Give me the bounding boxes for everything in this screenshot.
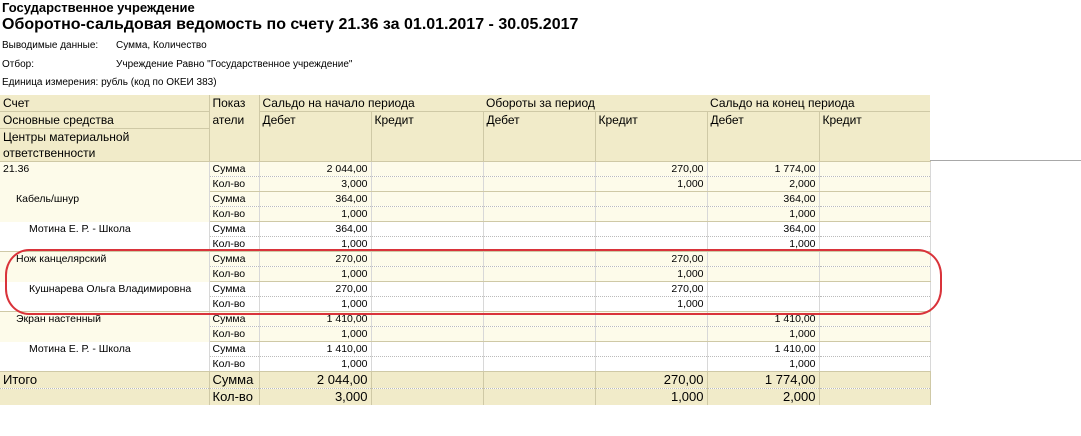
indicator-cell: Кол-во — [209, 327, 259, 342]
indicator-cell: Кол-во — [209, 357, 259, 372]
table-row[interactable] — [0, 282, 930, 297]
value-opening-credit — [371, 177, 483, 192]
value-closing-debit — [707, 252, 819, 267]
value-closing-debit — [707, 297, 819, 312]
row-name-cont — [0, 357, 209, 372]
indicator-cell: Сумма — [209, 252, 259, 267]
indicator-cell: Кол-во — [209, 177, 259, 192]
value-opening-debit: 1 410,00 — [259, 312, 371, 327]
table-row[interactable] — [0, 342, 930, 357]
value-opening-credit — [371, 342, 483, 357]
value-turnover-credit — [595, 357, 707, 372]
value-opening-debit: 270,00 — [259, 252, 371, 267]
indicator-cell: Кол-во — [209, 267, 259, 282]
value-opening-credit — [371, 357, 483, 372]
total-turnover-credit: 1,000 — [595, 389, 707, 406]
col-header-subconto2-cont: ответственности — [0, 145, 209, 162]
value-opening-credit — [371, 162, 483, 177]
value-turnover-credit: 1,000 — [595, 177, 707, 192]
value-turnover-debit — [483, 282, 595, 297]
value-closing-credit — [819, 207, 930, 222]
report-title: Оборотно-сальдовая ведомость по счету 21.36 за 01.01.2017 - 30.05.2017 — [2, 16, 579, 33]
value-turnover-credit: 1,000 — [595, 297, 707, 312]
value-closing-credit — [819, 237, 930, 252]
value-closing-credit — [819, 162, 930, 177]
table-row[interactable] — [0, 357, 930, 372]
col-header-closing-debit[interactable]: Дебет — [707, 112, 819, 129]
row-name-cont — [0, 267, 209, 282]
value-closing-debit — [707, 282, 819, 297]
meta-value: Сумма, Количество — [116, 40, 207, 51]
indicator-cell: Сумма — [209, 162, 259, 177]
value-closing-credit — [819, 252, 930, 267]
total-closing-debit: 1 774,00 — [707, 372, 819, 389]
indicator-cell: Кол-во — [209, 207, 259, 222]
value-closing-debit: 1,000 — [707, 237, 819, 252]
value-opening-debit: 1,000 — [259, 297, 371, 312]
value-opening-credit — [371, 267, 483, 282]
table-row[interactable] — [0, 312, 930, 327]
meta-label: Выводимые данные: — [2, 40, 99, 51]
report-table[interactable] — [0, 95, 931, 405]
row-name: 21.36 — [0, 162, 209, 177]
table-row[interactable] — [0, 162, 930, 177]
row-name: Нож канцелярский — [0, 252, 209, 267]
col-header-indicator[interactable]: Показ — [209, 95, 259, 112]
total-label: Итого — [0, 372, 209, 389]
indicator-cell: Сумма — [209, 342, 259, 357]
col-header-opening-debit[interactable]: Дебет — [259, 112, 371, 129]
value-closing-debit: 2,000 — [707, 177, 819, 192]
total-opening-debit: 2 044,00 — [259, 372, 371, 389]
table-row[interactable] — [0, 252, 930, 267]
value-opening-debit: 1 410,00 — [259, 342, 371, 357]
row-name-cont — [0, 297, 209, 312]
value-opening-credit — [371, 252, 483, 267]
value-turnover-debit — [483, 252, 595, 267]
col-header-closing[interactable]: Сальдо на конец периода — [707, 95, 930, 112]
value-closing-debit — [707, 267, 819, 282]
value-opening-debit: 270,00 — [259, 282, 371, 297]
value-closing-debit: 1,000 — [707, 357, 819, 372]
value-closing-credit — [819, 327, 930, 342]
value-turnover-credit — [595, 327, 707, 342]
value-opening-debit: 1,000 — [259, 267, 371, 282]
row-name: Экран настенный — [0, 312, 209, 327]
indicator-cell: Кол-во — [209, 297, 259, 312]
value-closing-credit — [819, 312, 930, 327]
table-row[interactable] — [0, 207, 930, 222]
value-turnover-debit — [483, 267, 595, 282]
value-opening-debit: 1,000 — [259, 357, 371, 372]
value-closing-credit — [819, 282, 930, 297]
total-row[interactable] — [0, 389, 930, 406]
table-row[interactable] — [0, 222, 930, 237]
indicator-cell: Сумма — [209, 282, 259, 297]
total-opening-debit: 3,000 — [259, 389, 371, 406]
value-opening-credit — [371, 192, 483, 207]
total-turnover-debit — [483, 372, 595, 389]
total-opening-credit — [371, 389, 483, 406]
table-row[interactable] — [0, 327, 930, 342]
row-name: Кушнарева Ольга Владимировна — [0, 282, 209, 297]
value-opening-credit — [371, 312, 483, 327]
total-closing-credit — [819, 389, 930, 406]
value-opening-credit — [371, 297, 483, 312]
value-closing-debit: 1 774,00 — [707, 162, 819, 177]
row-name-cont — [0, 327, 209, 342]
total-closing-credit — [819, 372, 930, 389]
indicator-cell: Кол-во — [209, 237, 259, 252]
organization-name: Государственное учреждение — [2, 0, 195, 15]
row-name-cont — [0, 207, 209, 222]
report-unit: Единица измерения: рубль (код по ОКЕИ 383) — [2, 77, 217, 88]
total-turnover-debit — [483, 389, 595, 406]
indicator-cell: Сумма — [209, 372, 259, 389]
row-name: Кабель/шнур — [0, 192, 209, 207]
value-closing-debit: 1,000 — [707, 327, 819, 342]
value-turnover-debit — [483, 192, 595, 207]
value-turnover-credit: 270,00 — [595, 282, 707, 297]
indicator-cell: Кол-во — [209, 389, 259, 406]
col-header-opening[interactable]: Сальдо на начало периода — [259, 95, 483, 112]
value-turnover-debit — [483, 297, 595, 312]
total-row[interactable] — [0, 372, 930, 389]
divider-line — [930, 160, 1081, 161]
value-opening-debit: 364,00 — [259, 192, 371, 207]
value-opening-debit: 1,000 — [259, 237, 371, 252]
value-opening-credit — [371, 282, 483, 297]
value-turnover-debit — [483, 177, 595, 192]
value-opening-debit: 1,000 — [259, 207, 371, 222]
value-turnover-debit — [483, 327, 595, 342]
value-turnover-debit — [483, 357, 595, 372]
value-turnover-debit — [483, 207, 595, 222]
meta-label: Отбор: — [2, 59, 34, 70]
value-turnover-credit: 1,000 — [595, 267, 707, 282]
row-name-cont — [0, 237, 209, 252]
value-turnover-credit: 270,00 — [595, 252, 707, 267]
value-closing-credit — [819, 177, 930, 192]
table-row[interactable] — [0, 192, 930, 207]
report-meta-filter — [2, 59, 353, 70]
value-turnover-credit — [595, 207, 707, 222]
report-meta-output — [2, 40, 207, 51]
col-header-closing-credit[interactable]: Кредит — [819, 112, 930, 129]
indicator-cell: Сумма — [209, 222, 259, 237]
value-closing-credit — [819, 192, 930, 207]
col-header-subconto1[interactable]: Основные средства — [0, 112, 209, 129]
value-turnover-credit: 270,00 — [595, 162, 707, 177]
table-row[interactable] — [0, 177, 930, 192]
row-name-cont — [0, 177, 209, 192]
row-name: Мотина Е. Р. - Школа — [0, 222, 209, 237]
value-opening-debit: 364,00 — [259, 222, 371, 237]
value-closing-credit — [819, 222, 930, 237]
value-turnover-credit — [595, 237, 707, 252]
col-header-turnover[interactable]: Обороты за период — [483, 95, 707, 112]
value-closing-credit — [819, 357, 930, 372]
value-opening-debit: 1,000 — [259, 327, 371, 342]
value-turnover-credit — [595, 192, 707, 207]
total-closing-debit: 2,000 — [707, 389, 819, 406]
col-header-turnover-credit[interactable]: Кредит — [595, 112, 707, 129]
header-row-3 — [0, 129, 930, 146]
meta-value: Учреждение Равно "Государственное учреждение" — [116, 59, 353, 70]
value-turnover-credit — [595, 222, 707, 237]
header-row-1 — [0, 95, 930, 112]
header-row-4 — [0, 145, 930, 162]
value-closing-credit — [819, 297, 930, 312]
total-label-cont — [0, 389, 209, 406]
value-closing-debit: 364,00 — [707, 192, 819, 207]
header-row-2 — [0, 112, 930, 129]
table-row[interactable] — [0, 267, 930, 282]
indicator-cell: Сумма — [209, 312, 259, 327]
value-opening-credit — [371, 207, 483, 222]
value-closing-debit: 364,00 — [707, 222, 819, 237]
total-opening-credit — [371, 372, 483, 389]
row-name: Мотина Е. Р. - Школа — [0, 342, 209, 357]
col-header-opening-credit[interactable]: Кредит — [371, 112, 483, 129]
value-turnover-debit — [483, 342, 595, 357]
value-closing-debit: 1 410,00 — [707, 312, 819, 327]
col-header-turnover-debit[interactable]: Дебет — [483, 112, 595, 129]
value-closing-debit: 1,000 — [707, 207, 819, 222]
col-header-indicator-cont: атели — [209, 112, 259, 129]
value-turnover-debit — [483, 237, 595, 252]
table-row[interactable] — [0, 297, 930, 312]
value-opening-credit — [371, 237, 483, 252]
value-opening-credit — [371, 222, 483, 237]
value-turnover-debit — [483, 162, 595, 177]
table-row[interactable] — [0, 237, 930, 252]
value-closing-credit — [819, 342, 930, 357]
value-turnover-debit — [483, 222, 595, 237]
value-opening-credit — [371, 327, 483, 342]
value-closing-credit — [819, 267, 930, 282]
value-opening-debit: 3,000 — [259, 177, 371, 192]
col-header-account[interactable]: Счет — [0, 95, 209, 112]
value-opening-debit: 2 044,00 — [259, 162, 371, 177]
indicator-cell: Сумма — [209, 192, 259, 207]
value-closing-debit: 1 410,00 — [707, 342, 819, 357]
total-turnover-credit: 270,00 — [595, 372, 707, 389]
value-turnover-debit — [483, 312, 595, 327]
col-header-subconto2[interactable]: Центры материальной — [0, 129, 209, 146]
value-turnover-credit — [595, 342, 707, 357]
value-turnover-credit — [595, 312, 707, 327]
